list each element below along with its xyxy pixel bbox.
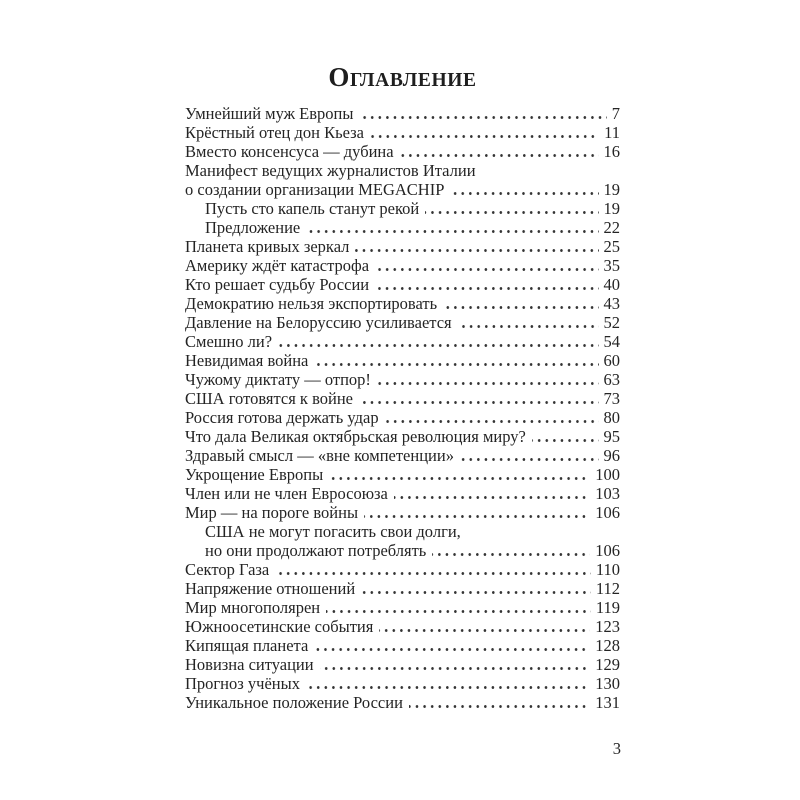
toc-entry-title: о создании организации MEGACHIP [185, 180, 445, 199]
toc-entry [185, 427, 620, 446]
toc-entry [185, 655, 620, 674]
toc-entry-title: Демократию нельзя экспортировать [185, 294, 438, 313]
toc-entry-title: Америку ждёт катастрофа [185, 256, 370, 275]
toc-entry-title: Смешно ли? [185, 332, 273, 351]
toc-entry-title: Южноосетинские события [185, 617, 374, 636]
toc-entry-title: США готовятся к войне [185, 389, 353, 408]
toc-entry-page: 119 [595, 598, 620, 617]
toc-entry-page: 52 [603, 313, 620, 332]
toc-entry-page: 19 [603, 180, 620, 199]
dot-leader [385, 420, 599, 423]
dot-leader [394, 496, 590, 499]
toc-entry-page: 80 [603, 408, 620, 427]
dot-leader [425, 211, 598, 214]
toc-entry-title: Уникальное положение России [185, 693, 403, 712]
toc-entry [185, 598, 620, 617]
dot-leader [359, 116, 606, 119]
toc-entry-page: 25 [603, 237, 620, 256]
toc-entry [185, 199, 620, 218]
toc-entry-page: 73 [603, 389, 620, 408]
toc-entry-page: 11 [604, 123, 620, 142]
toc-entry-title: Мир многополярен [185, 598, 321, 617]
toc-entry [185, 636, 620, 655]
toc-entry [185, 484, 620, 503]
dot-leader [443, 306, 598, 309]
toc-entry-title: Прогноз учёных [185, 674, 300, 693]
toc-entry [185, 674, 620, 693]
toc-entry-title: Предложение [205, 218, 301, 237]
toc-entry-page: 60 [603, 351, 620, 370]
toc-entry [185, 541, 620, 560]
dot-leader [375, 287, 598, 290]
toc-entry [185, 503, 620, 522]
dot-leader [400, 154, 599, 157]
toc-entry [185, 161, 620, 180]
toc-entry-title: Новизна ситуации [185, 655, 314, 674]
dot-leader [370, 135, 599, 138]
toc-entry [185, 294, 620, 313]
toc-entry-page: 7 [611, 104, 620, 123]
dot-leader [278, 344, 598, 347]
dot-leader [458, 325, 599, 328]
toc-entry-title: Вместо консенсуса — дубина [185, 142, 394, 161]
dot-leader [320, 667, 591, 670]
toc-entry-page: 16 [603, 142, 620, 161]
toc-entry [185, 313, 620, 332]
dot-leader [460, 458, 599, 461]
toc-entry-page: 63 [603, 370, 620, 389]
toc-entry [185, 237, 620, 256]
toc-entry [185, 332, 620, 351]
toc-entry [185, 123, 620, 142]
toc-entry-title: Манифест ведущих журналистов Италии [185, 161, 476, 180]
toc-entry-title: Кипящая планета [185, 636, 309, 655]
dot-leader [306, 230, 598, 233]
toc-entry-page: 128 [595, 636, 620, 655]
toc-entry-title: но они продолжают потреблять [205, 541, 427, 560]
toc-entry-page: 112 [595, 579, 620, 598]
dot-leader [326, 610, 591, 613]
toc-entry [185, 465, 620, 484]
toc-entry [185, 617, 620, 636]
toc-entry [185, 579, 620, 598]
page-number: 3 [612, 739, 621, 758]
toc-entry-page: 103 [595, 484, 620, 503]
toc-entry-page: 130 [595, 674, 620, 693]
dot-leader [364, 515, 590, 518]
toc-entry-title: Сектор Газа [185, 560, 270, 579]
toc-entry-page: 43 [603, 294, 620, 313]
toc-entry [185, 104, 620, 123]
dot-leader [450, 192, 598, 195]
toc-entry-title: Напряжение отношений [185, 579, 356, 598]
toc-entry [185, 351, 620, 370]
dot-leader [355, 249, 598, 252]
dot-leader [409, 705, 590, 708]
toc-entry-page: 40 [603, 275, 620, 294]
dot-leader [361, 591, 591, 594]
toc-entry [185, 522, 620, 541]
toc-entry-title: Россия готова держать удар [185, 408, 379, 427]
toc-entry [185, 389, 620, 408]
toc-entry-page: 110 [595, 560, 620, 579]
toc-entry-title: Здравый смысл — «вне компетенции» [185, 446, 454, 465]
dot-leader [432, 553, 590, 556]
toc-entry-page: 54 [603, 332, 620, 351]
dot-leader [532, 439, 599, 442]
dot-leader [375, 268, 598, 271]
toc-entry [185, 142, 620, 161]
toc-entry-title: Планета кривых зеркал [185, 237, 350, 256]
toc-entry-page: 19 [603, 199, 620, 218]
toc-entry-page: 106 [595, 541, 620, 560]
toc-entry-title: США не могут погасить свои долги, [205, 522, 461, 541]
toc-entry-title: Член или не член Евросоюза [185, 484, 388, 503]
dot-leader [314, 363, 598, 366]
toc-entry-page: 96 [603, 446, 620, 465]
toc-entry-page: 100 [595, 465, 620, 484]
toc-entry-page: 123 [595, 617, 620, 636]
toc-entry-title: Пусть сто капель станут рекой [205, 199, 420, 218]
toc-entry-page: 22 [603, 218, 620, 237]
toc-entry-title: Чужому диктату — отпор! [185, 370, 371, 389]
page-title: ОГЛАВЛЕНИЕ [328, 62, 477, 92]
toc-entry-title: Крёстный отец дон Кьеза [185, 123, 365, 142]
toc-entry [185, 446, 620, 465]
toc-entry [185, 256, 620, 275]
toc-entry [185, 408, 620, 427]
toc-entry-title: Мир — на пороге войны [185, 503, 359, 522]
toc-entry-title: Умнейший муж Европы [185, 104, 354, 123]
toc-entry [185, 275, 620, 294]
toc-entry-title: Давление на Белоруссию усиливается [185, 313, 452, 332]
dot-leader [275, 572, 591, 575]
dot-leader [314, 648, 590, 651]
toc-entry [185, 180, 620, 199]
toc-entry-title: Невидимая война [185, 351, 309, 370]
toc-entry [185, 560, 620, 579]
dot-leader [377, 382, 599, 385]
toc-entry-title: Укрощение Европы [185, 465, 324, 484]
toc-entry-title: Что дала Великая октябрьская революция миру? [185, 427, 526, 446]
toc-entry [185, 693, 620, 712]
toc-entry-page: 129 [595, 655, 620, 674]
dot-leader [379, 629, 590, 632]
toc-entry [185, 370, 620, 389]
toc-list [185, 104, 620, 712]
toc-entry-page: 35 [603, 256, 620, 275]
toc-entry-page: 106 [595, 503, 620, 522]
toc-entry [185, 218, 620, 237]
dot-leader [359, 401, 599, 404]
dot-leader [306, 686, 590, 689]
dot-leader [329, 477, 590, 480]
toc-entry-title: Кто решает судьбу России [185, 275, 370, 294]
toc-entry-page: 95 [603, 427, 620, 446]
toc-entry-page: 131 [595, 693, 620, 712]
